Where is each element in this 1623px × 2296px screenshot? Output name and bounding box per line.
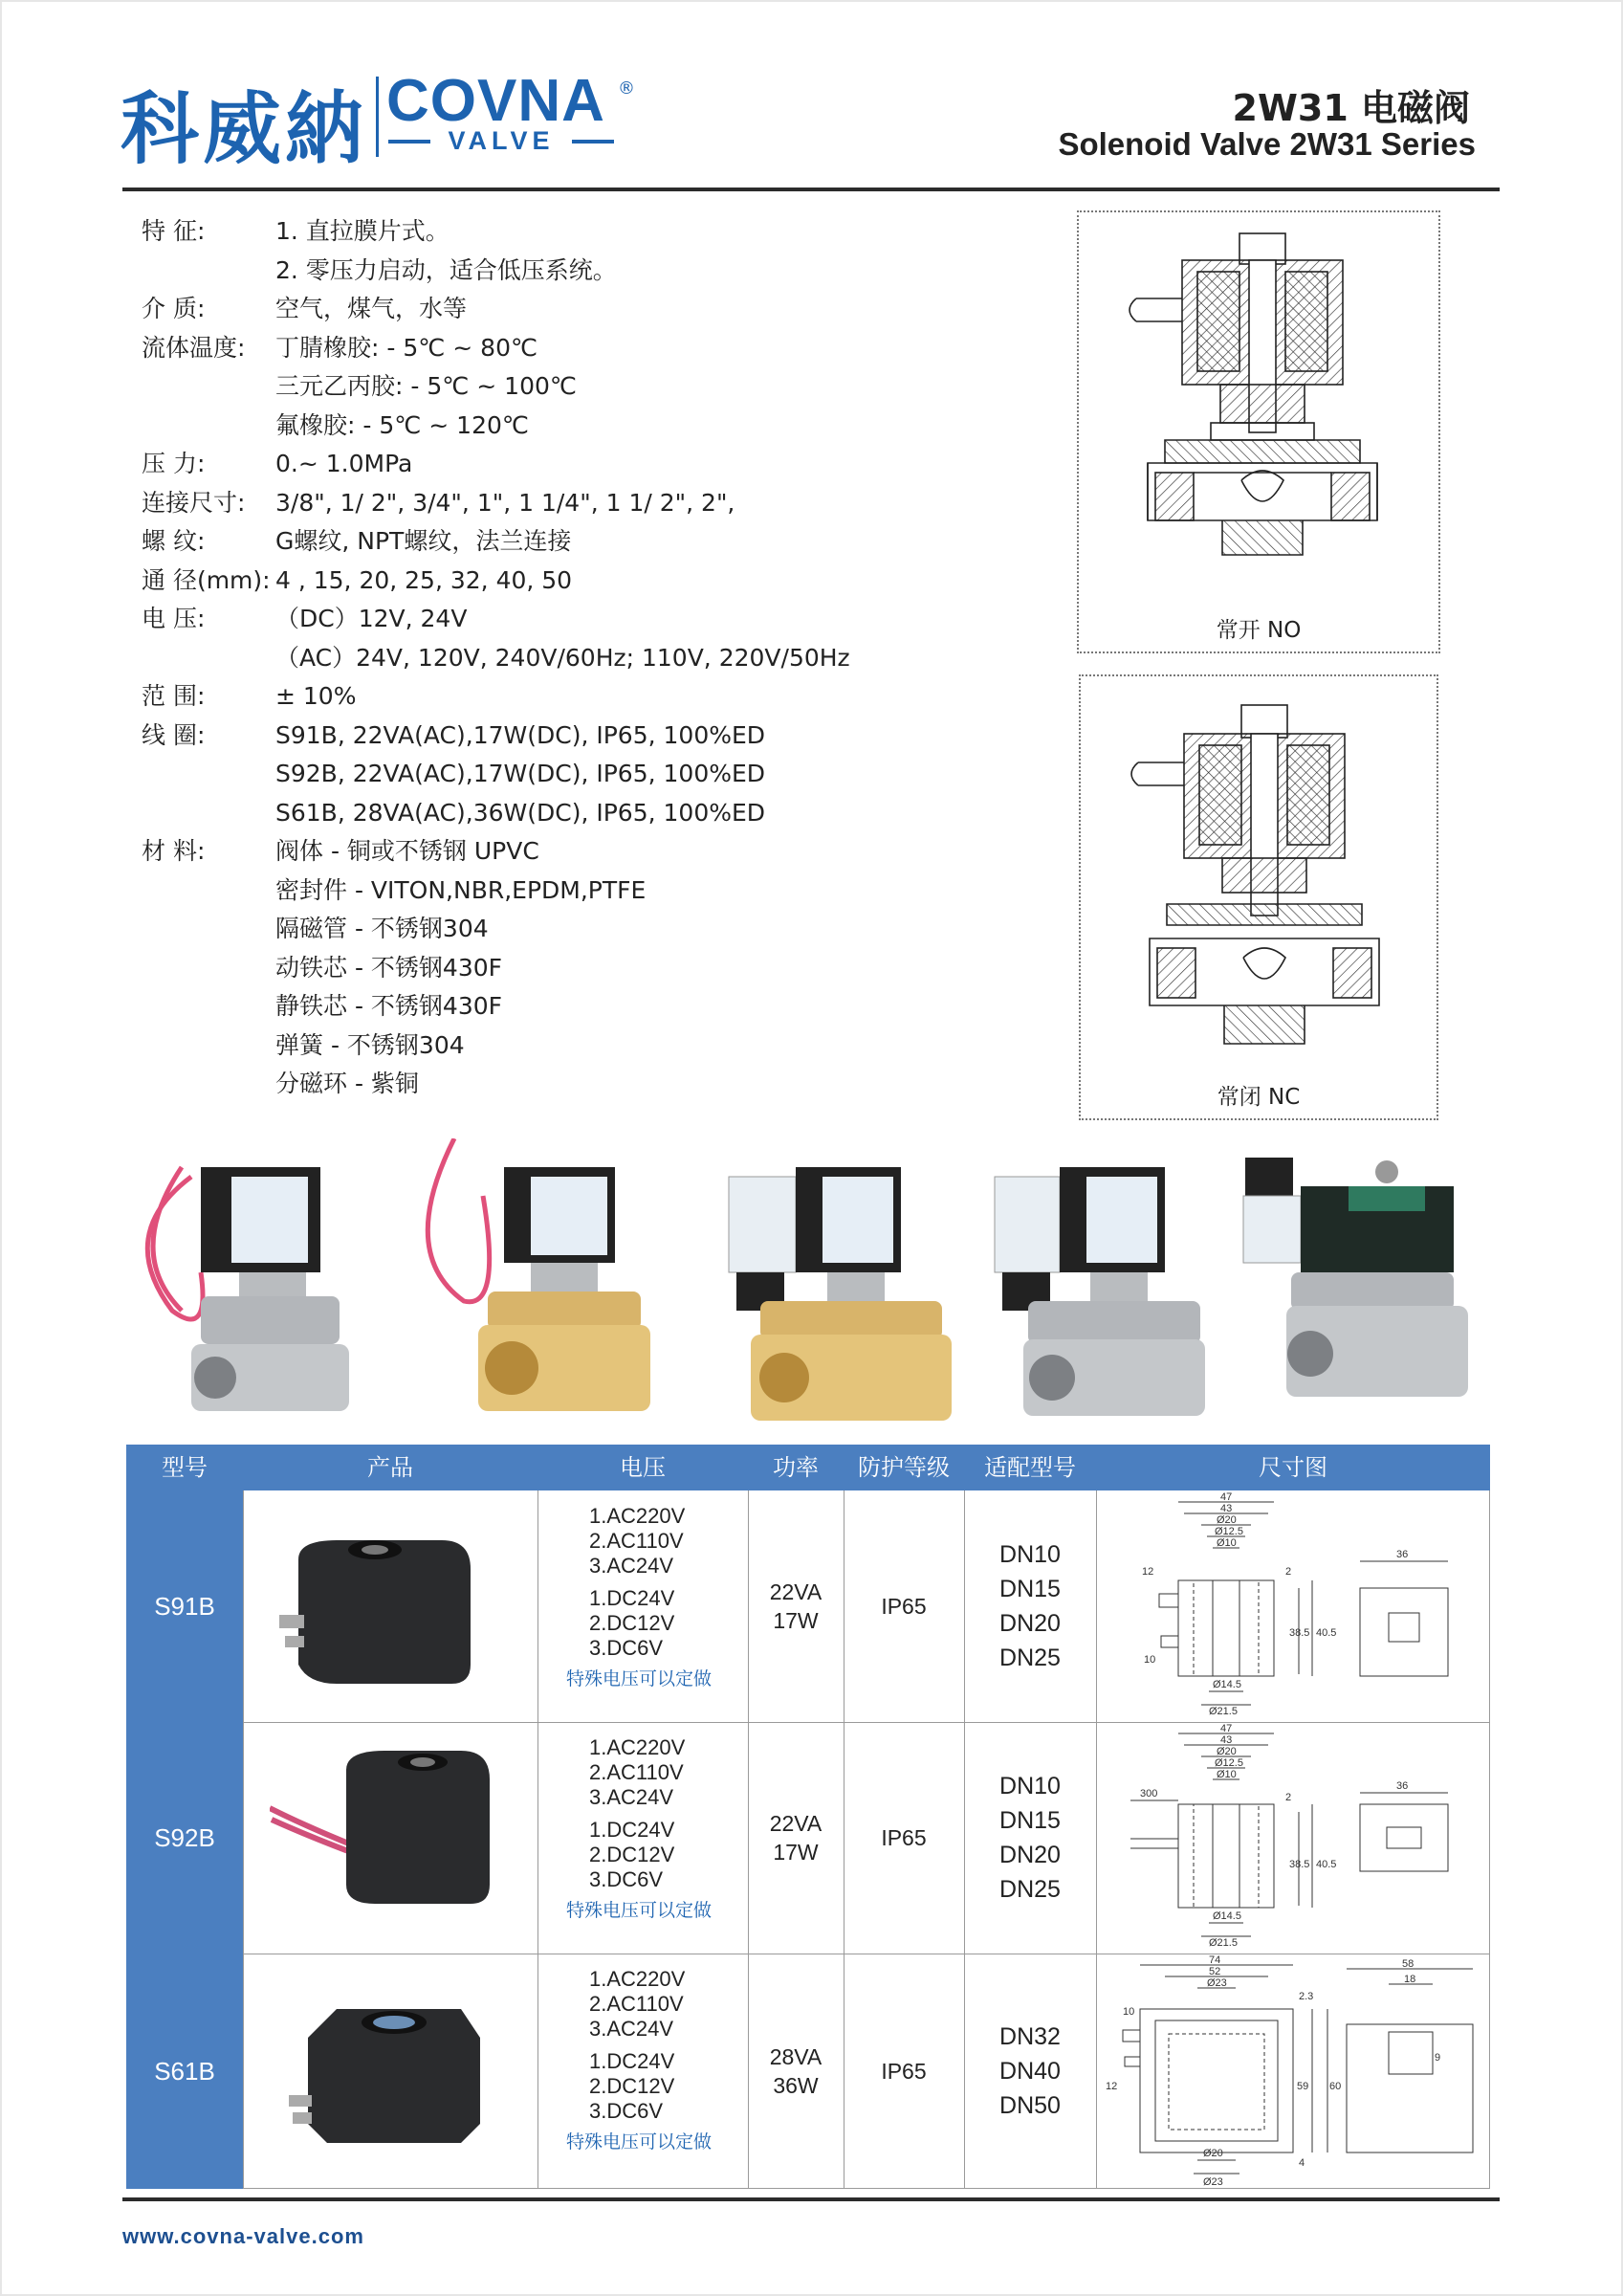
dim-s91b-text: Ø12.5 <box>1215 1526 1243 1537</box>
registered-mark: ® <box>618 78 635 99</box>
dim-s61b-text: 10 <box>1123 2006 1135 2018</box>
spec-value: S61B, 28VA(AC),36W(DC), IP65, 100%ED <box>275 798 766 827</box>
spec-key: 通 径(mm): <box>142 565 271 594</box>
dim-s61b-text: 59 <box>1297 2081 1309 2092</box>
spec-key: 线 圈: <box>142 720 206 749</box>
spec-value: 分磁环 - 紫铜 <box>275 1070 419 1097</box>
drawing-normally-closed <box>1079 674 1438 1120</box>
spec-value: 三元乙丙胶: - 5℃ ~ 100℃ <box>275 372 577 400</box>
spec-value: 丁腈橡胶: - 5℃ ~ 80℃ <box>275 333 538 362</box>
dim-s91b-text: 47 <box>1220 1492 1233 1503</box>
spec-value: 隔磁管 - 不锈钢304 <box>275 915 489 942</box>
row-s91b-voltage: 1.AC220V 2.AC110V 3.AC24V 1.DC24V 2.DC12V 3.DC6V 特殊电压可以定做 <box>589 1504 723 1691</box>
dim-s92b-text: 47 <box>1220 1724 1233 1734</box>
row-s61b-ip: IP65 <box>881 2059 927 2084</box>
drawing-normally-open <box>1077 210 1440 653</box>
spec-value: 弹簧 - 不锈钢304 <box>275 1030 465 1059</box>
spec-key <box>142 949 275 988</box>
spec-key <box>142 1065 275 1104</box>
logo-valve-text: VALVE <box>448 126 555 155</box>
spec-value: S92B, 22VA(AC),17W(DC), IP65, 100%ED <box>275 760 766 787</box>
product-photo-3 <box>708 1138 956 1430</box>
logo-english: COVNA <box>386 68 605 134</box>
spec-value: ± 10% <box>275 682 357 710</box>
row-s61b-power: 28VA 36W <box>769 2044 822 2098</box>
grid-line <box>243 1490 244 2189</box>
dim-s92b-text: Ø12.5 <box>1215 1757 1243 1769</box>
dim-s91b-text: 38.5 <box>1289 1627 1310 1639</box>
spec-row <box>142 329 1060 368</box>
spec-key: 流体温度: <box>142 333 246 362</box>
footer-rule <box>122 2197 1500 2201</box>
spec-key: 压 力: <box>142 450 206 477</box>
dim-s91b-text: Ø20 <box>1217 1514 1237 1526</box>
spec-value: 1. 直拉膜片式。 <box>275 217 450 245</box>
coil-s91b-image <box>279 1521 490 1703</box>
page-title-cn: 2W31 电磁阀 <box>1232 87 1470 129</box>
spec-row <box>142 290 1060 329</box>
valve-section-no-icon <box>1098 222 1423 605</box>
spec-value: 空气，煤气，水等 <box>275 295 468 322</box>
th-protection: 防护等级 <box>858 1454 950 1481</box>
spec-value: 2. 零压力启动，适合低压系统。 <box>275 255 617 284</box>
footer-url[interactable]: www.covna-valve.com <box>122 2224 364 2248</box>
row-s61b-dn: DN32 DN40 DN50 <box>999 2023 1061 2119</box>
spec-row <box>142 832 1060 872</box>
page-title-en: Solenoid Valve 2W31 Series <box>1058 126 1476 162</box>
spec-row <box>142 407 1060 446</box>
spec-key: 连接尺寸: <box>142 488 246 517</box>
dim-s61b-text: 58 <box>1402 1958 1415 1970</box>
product-photo-2 <box>397 1138 684 1430</box>
product-photo-1 <box>124 1138 392 1430</box>
spec-row <box>142 1027 1060 1066</box>
dim-s92b-text: Ø10 <box>1217 1769 1237 1780</box>
dim-s91b-text: Ø10 <box>1217 1537 1237 1549</box>
spec-row <box>142 677 1060 717</box>
grid-line <box>1096 1490 1097 2189</box>
coil-s61b-image <box>289 1990 499 2162</box>
coil-table <box>126 1445 1490 2189</box>
dim-s61b-text: 52 <box>1209 1966 1221 1977</box>
dim-s61b-drawing <box>1102 1955 1484 2187</box>
spec-list <box>142 212 1060 1104</box>
spec-row <box>142 755 1060 794</box>
dim-s61b-text: Ø20 <box>1203 2148 1223 2159</box>
caption-normally-open: 常开 NO <box>1216 618 1302 643</box>
dim-s91b-text: 2 <box>1285 1566 1292 1578</box>
row-s91b-ip: IP65 <box>881 1594 927 1619</box>
row-s92b-ip: IP65 <box>881 1825 927 1850</box>
spec-value: 静铁芯 - 不锈钢430F <box>275 992 503 1020</box>
th-voltage: 电压 <box>620 1454 666 1481</box>
spec-value: 4 , 15, 20, 25, 32, 40, 50 <box>275 565 573 594</box>
spec-key <box>142 755 275 794</box>
dim-s61b-text: 9 <box>1435 2052 1441 2064</box>
row-model-s92b: S92B <box>126 1722 243 1954</box>
spec-key: 电 压: <box>142 605 206 632</box>
valve-section-nc-icon <box>1100 686 1425 1069</box>
spec-key <box>142 639 275 678</box>
dim-s92b-text: 38.5 <box>1289 1859 1310 1870</box>
spec-row <box>142 484 1060 523</box>
dim-s91b-drawing <box>1102 1492 1484 1720</box>
dim-s92b-text: Ø20 <box>1217 1746 1237 1757</box>
spec-value: （AC）24V, 120V, 240V/60Hz; 110V, 220V/50Hz <box>275 643 850 672</box>
spec-key: 材 料: <box>142 837 206 865</box>
spec-value: 0.~ 1.0MPa <box>275 450 413 477</box>
spec-value: （DC）12V, 24V <box>275 605 468 632</box>
row-s91b-power: 22VA 17W <box>769 1579 822 1633</box>
product-photo-4 <box>976 1138 1224 1430</box>
spec-row <box>142 600 1060 639</box>
spec-value: G螺纹, NPT螺纹，法兰连接 <box>275 527 572 555</box>
row-s61b-voltage: 1.AC220V 2.AC110V 3.AC24V 1.DC24V 2.DC12V 3.DC6V 特殊电压可以定做 <box>589 1967 723 2154</box>
row-s92b-dn: DN10 DN15 DN20 DN25 <box>999 1773 1061 1903</box>
th-fit: 适配型号 <box>984 1454 1076 1481</box>
row-s91b-dn: DN10 DN15 DN20 DN25 <box>999 1541 1061 1671</box>
spec-key <box>142 252 275 291</box>
custom-voltage-note: 特殊电压可以定做 <box>566 1668 713 1689</box>
spec-key <box>142 1027 275 1066</box>
spec-value: 密封件 - VITON,NBR,EPDM,PTFE <box>275 875 647 904</box>
dim-s61b-text: 12 <box>1106 2081 1118 2092</box>
dim-s61b-text: 18 <box>1404 1974 1416 1985</box>
dim-s92b-text: 40.5 <box>1316 1859 1337 1870</box>
header-rule <box>122 188 1500 191</box>
spec-row <box>142 987 1060 1027</box>
dim-s91b-text: 43 <box>1220 1503 1233 1514</box>
dim-s92b-text: 43 <box>1220 1734 1233 1746</box>
dim-s61b-text: Ø23 <box>1203 2176 1223 2187</box>
spec-row <box>142 717 1060 756</box>
dim-s91b-text: 36 <box>1396 1549 1409 1560</box>
dim-s92b-text: 36 <box>1396 1780 1409 1792</box>
th-dimension: 尺寸图 <box>1259 1454 1327 1481</box>
dim-s91b-text: 10 <box>1144 1654 1156 1666</box>
row-model-s61b: S61B <box>126 1954 243 2189</box>
spec-row <box>142 949 1060 988</box>
spec-key <box>142 407 275 446</box>
dim-s92b-text: 300 <box>1140 1788 1158 1799</box>
spec-key <box>142 910 275 949</box>
dim-s92b-text: Ø21.5 <box>1209 1937 1238 1949</box>
logo-valve <box>388 126 614 156</box>
spec-key <box>142 367 275 407</box>
custom-voltage-note: 特殊电压可以定做 <box>566 2131 713 2152</box>
spec-value: 动铁芯 - 不锈钢430F <box>275 953 503 982</box>
spec-row <box>142 562 1060 601</box>
th-model: 型号 <box>162 1454 208 1481</box>
dim-s91b-text: Ø14.5 <box>1213 1679 1241 1690</box>
row-model-s91b: S91B <box>126 1490 243 1722</box>
coil-s92b-image <box>270 1741 499 1932</box>
spec-row <box>142 794 1060 833</box>
dim-s61b-text: 4 <box>1299 2157 1305 2169</box>
dim-s61b-text: 2.3 <box>1299 1991 1314 2002</box>
spec-row <box>142 639 1060 678</box>
spec-row <box>142 872 1060 911</box>
spec-key: 特 征: <box>142 217 206 245</box>
spec-key: 范 围: <box>142 682 206 710</box>
dim-s61b-text: 74 <box>1209 1955 1221 1966</box>
product-photo-5 <box>1234 1138 1492 1430</box>
spec-key: 螺 纹: <box>142 527 206 555</box>
spec-value: S91B, 22VA(AC),17W(DC), IP65, 100%ED <box>275 720 766 749</box>
th-power: 功率 <box>773 1454 819 1481</box>
spec-row <box>142 522 1060 562</box>
spec-row <box>142 910 1060 949</box>
logo-chinese: 科威納 <box>121 84 368 175</box>
spec-row <box>142 252 1060 291</box>
spec-key: 介 质: <box>142 295 206 322</box>
spec-value: 阀体 - 铜或不锈钢 UPVC <box>275 837 539 865</box>
caption-normally-closed: 常闭 NC <box>1217 1085 1301 1110</box>
th-product: 产品 <box>367 1454 413 1481</box>
dim-s61b-text: Ø23 <box>1207 1977 1227 1989</box>
spec-row <box>142 1065 1060 1104</box>
grid-line <box>537 1490 538 2189</box>
spec-row <box>142 367 1060 407</box>
dim-s91b-text: Ø21.5 <box>1209 1706 1238 1717</box>
dim-s92b-drawing <box>1102 1724 1484 1952</box>
grid-line <box>1489 1490 1490 2189</box>
row-s92b-power: 22VA 17W <box>769 1811 822 1865</box>
custom-voltage-note: 特殊电压可以定做 <box>566 1900 713 1921</box>
spec-key <box>142 987 275 1027</box>
dim-s92b-text: Ø14.5 <box>1213 1910 1241 1922</box>
row-s92b-voltage: 1.AC220V 2.AC110V 3.AC24V 1.DC24V 2.DC12V 3.DC6V 特殊电压可以定做 <box>589 1735 723 1923</box>
spec-row <box>142 445 1060 484</box>
logo-divider <box>376 77 379 157</box>
spec-key <box>142 872 275 911</box>
spec-value: 氟橡胶: - 5℃ ~ 120℃ <box>275 410 529 439</box>
dim-s91b-text: 12 <box>1142 1566 1154 1578</box>
dim-s92b-text: 2 <box>1285 1792 1292 1803</box>
dim-s91b-text: 40.5 <box>1316 1627 1337 1639</box>
spec-key <box>142 794 275 833</box>
dim-s61b-text: 60 <box>1329 2081 1342 2092</box>
spec-row <box>142 212 1060 252</box>
spec-value: 3/8", 1/ 2", 3/4", 1", 1 1/4", 1 1/ 2", 2", <box>275 488 735 517</box>
